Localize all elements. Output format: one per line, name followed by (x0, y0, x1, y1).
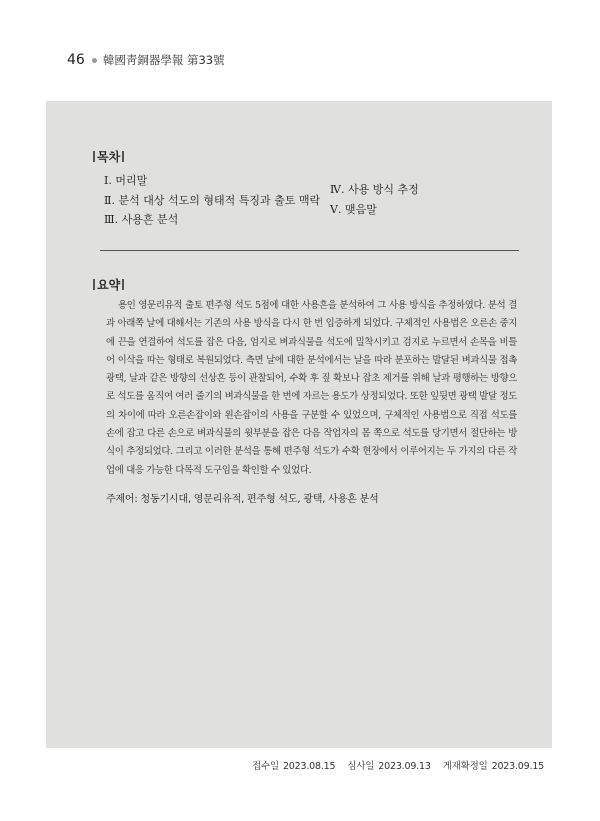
submission-dates (252, 758, 544, 772)
toc-right-list (330, 180, 419, 219)
keywords-label: 주제어: (106, 494, 138, 505)
toc-item: Ⅲ. 사용흔 분석 (104, 213, 179, 226)
toc-item: Ⅳ. 사용 방식 추정 (330, 183, 419, 196)
received-date: 접수일 2023.08.15 (252, 761, 336, 772)
abstract-heading (91, 276, 126, 293)
heading-bar-icon (93, 151, 95, 162)
toc-heading-text: 목차 (97, 150, 121, 164)
toc-left-list (104, 171, 320, 230)
keywords-text: 청동기시대, 영문리유적, 편주형 석도, 광택, 사용흔 분석 (140, 494, 379, 505)
abstract-paragraph: 용인 영문리유적 출토 편주형 석도 5점에 대한 사용흔을 분석하여 그 사용 방식을 추정하였다. 분석 결과 아래쪽 날에 대해서는 기존의 사용 방식을 다시 한 번 입증하게 되었다. 구체적인 사용법은 오른손 중지에 끈을 연결하여 석도를 잡은 다음, 엄지로 벼과식물을 석도에 밀착시키고 검지로 누르면서 손목을 비틀어 이삭을 따는 형태로 복원되었다. 측면 날에 대한 분석에서는 날을 따라 분포하는 발달된 벼과식물 접촉 광택, 날과 같은 방향의 선상흔 등이 관찰되어, 수확 후 짚 확보나 잡초 제거를 위해 날과 평행하는 방향으로 석도를 움직여 여러 줄기의 벼과식물을 한 번에 자르는 용도가 상정되었다. 또한 잎뒷면 광택 발달 정도의 차이에 따라 오른손잡이와 왼손잡이의 사용을 구분할 수 있었으며, 구체적인 사용법으로 직접 석도를 손에 잡고 다른 손으로 벼과식물의 윗부분을 잡은 다음 작업자의 몸 쪽으로 석도를 당기면서 절단하는 방식이 추정되었다. 그리고 이러한 분석을 통해 편주형 석도가 수확 현장에서 이루어지는 두 가지의 다른 작업에 대응 가능한 다목적 도구임을 확인할 수 있었다. (106, 300, 517, 476)
page-number: 46 (67, 52, 85, 68)
toc-item: Ⅰ. 머리말 (104, 174, 148, 187)
abstract-heading-text: 요약 (97, 278, 121, 292)
abstract-body (106, 297, 517, 480)
bullet-dot-icon (92, 58, 97, 63)
section-divider (100, 250, 519, 251)
heading-bar-icon (122, 279, 124, 290)
journal-title: 韓國靑銅器學報 第33號 (102, 53, 225, 67)
toc-heading (91, 148, 126, 165)
toc-item: Ⅱ. 분석 대상 석도의 형태적 특징과 출토 맥락 (104, 193, 321, 207)
heading-bar-icon (122, 151, 124, 162)
keywords-line (106, 490, 378, 505)
reviewed-date: 심사일 2023.09.13 (347, 761, 431, 772)
toc-item: Ⅴ. 맺음말 (330, 202, 377, 216)
heading-bar-icon (93, 279, 95, 290)
accepted-date: 게재확정일 2023.09.15 (442, 761, 544, 772)
running-header (67, 50, 225, 70)
